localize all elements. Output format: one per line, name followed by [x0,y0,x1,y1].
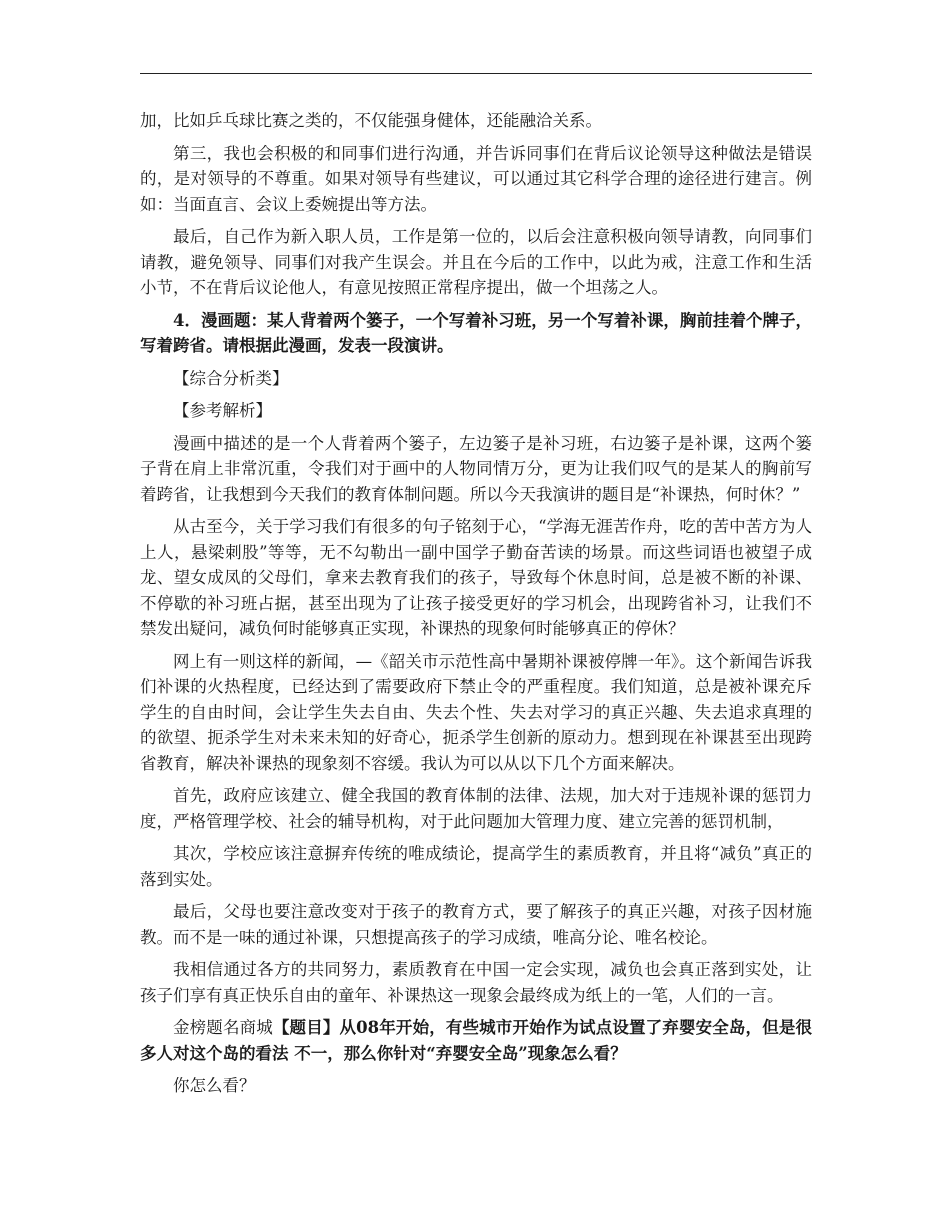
document-page [140,0,812,1230]
question-next-heading [140,1015,812,1066]
source-prefix: 金榜题名商城 [173,1018,273,1037]
question-next-text: 【题目】从08年开始，有些城市开始作为试点设置了弃婴安全岛，但是很多人对这个岛的看法 不一，那么你针对“弃婴安全岛”现象怎么看？ [140,1018,813,1063]
document-body [140,108,812,1106]
paragraph-comic-description: 漫画中描述的是一个人背着两个篓子，左边篓子是补习班，右边篓子是补课，这两个篓子背在肩上非常沉重，令我们对于画中的人物同情万分，更为让我们叹气的是某人的胸前写着跨省，让我想到今天我们的教育体制问题。所以今天我演讲的题目是“补课热，何时休？” [140,433,812,504]
analysis-tag: 【参考解析】 [173,401,272,420]
paragraph-since-ancient-times: 从古至今，关于学习我们有很多的句子铭刻于心，“学海无涯苦作舟，吃的苦中苦方为人上人，悬梁刺股”等等，无不勾勒出一副中国学子勤奋苦读的场景。而这些词语也被望子成龙、望女成凤的父母们，拿来去教育我们的孩子，导致每个休息时间，总是被不断的补课、不停歇的补习班占据，甚至出现为了让孩子接受更好的学习机会，出现跨省补习，让我们不禁发出疑问，减负何时能够真正实现，补课热的现象何时能够真正的停休？ [140,517,812,638]
paragraph-last-parents: 最后，父母也要注意改变对于孩子的教育方式，要了解孩子的真正兴趣，对孩子因材施教。而不是一味的通过补课，只想提高孩子的学习成绩，唯高分论、唯名校论。 [140,902,812,947]
paragraph-first-government: 首先，政府应该建立、健全我国的教育体制的法律、法规，加大对于违规补课的惩罚力度，严格管理学校、社会的辅导机构，对于此问题加大管理力度、建立完善的惩罚机制， [140,786,812,831]
paragraph-continuation: 加，比如乒乓球比赛之类的，不仅能强身健体，还能融洽关系。 [140,111,602,130]
paragraph-finally: 最后，自己作为新入职人员，工作是第一位的，以后会注意积极向领导请教，向同事们请教，避免领导、同事们对我产生误会。并且在今后的工作中，以此为戒，注意工作和生活小节，不在背后议论他人，有意见按照正常程序提出，做一个坦荡之人。 [140,227,812,297]
header-rule [140,73,812,74]
paragraph-second-school: 其次，学校应该注意摒弃传统的唯成绩论，提高学生的素质教育，并且将“减负”真正的落到实处。 [140,844,812,889]
question-4-heading: 4．漫画题：某人背着两个篓子，一个写着补习班，另一个写着补课，胸前挂着个牌子，写着跨省。请根据此漫画，发表一段演讲。 [140,310,812,355]
category-tag: 【综合分析类】 [173,368,289,388]
paragraph-how-do-you-see: 你怎么看？ [173,1076,256,1095]
paragraph-third-point: 第三，我也会积极的和同事们进行沟通，并告诉同事们在背后议论领导这种做法是错误的，是对领导的不尊重。如果对领导有些建议，可以通过其它科学合理的途径进行建言。例如：当面直言、会议上委婉提出等方法。 [140,143,812,214]
paragraph-conclusion: 我相信通过各方的共同努力，素质教育在中国一定会实现，减负也会真正落到实处，让孩子们享有真正快乐自由的童年、补课热这一现象会最终成为纸上的一笔，人们的一言。 [140,960,812,1005]
paragraph-news: 网上有一则这样的新闻，—《韶关市示范性高中暑期补课被停牌一年》。这个新闻告诉我们补课的火热程度，已经达到了需要政府下禁止令的严重程度。我们知道，总是被补课充斥学生的自由时间，会让学生失去自由、失去个性、失去对学习的真正兴趣、失去追求真理的的欲望、扼杀学生对未来未知的好奇心，扼杀学生创新的原动力。想到现在补课甚至出现跨省教育，解决补课热的现象刻不容缓。我认为可以从以下几个方面来解决。 [140,651,812,773]
